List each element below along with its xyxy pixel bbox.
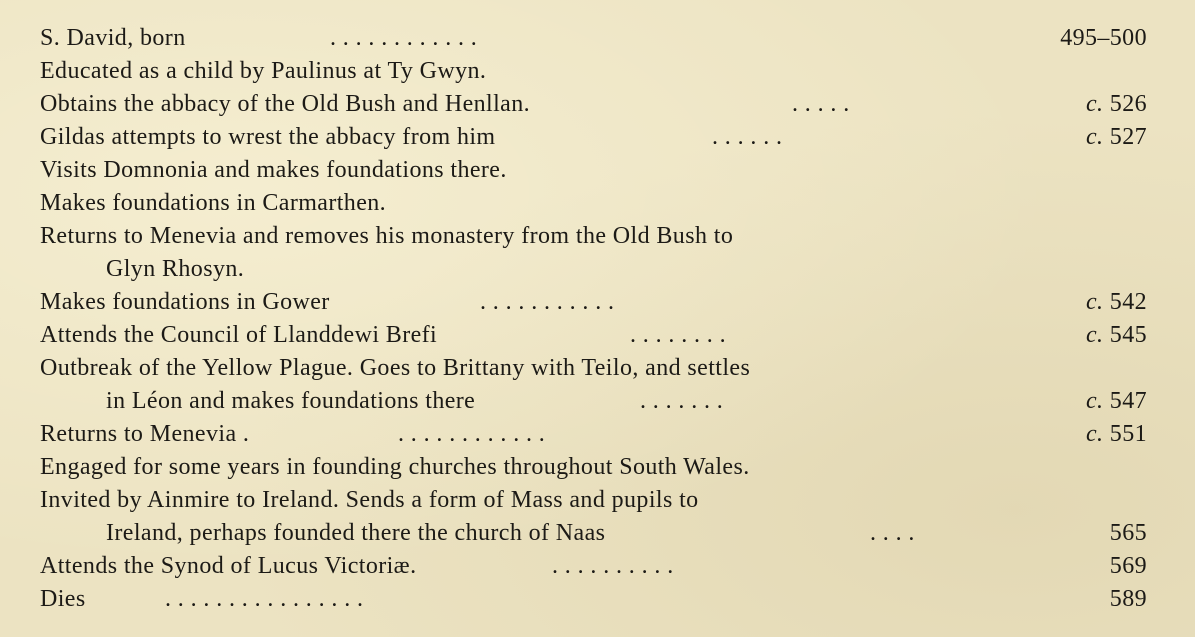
chronology-list xyxy=(40,22,1155,616)
chronology-entry xyxy=(40,121,1155,154)
dot-leader: . . . . xyxy=(870,520,915,546)
dot-leader: . . . . . . xyxy=(712,124,783,150)
chronology-entry xyxy=(40,352,1155,385)
entry-text: Makes foundations in Carmarthen. xyxy=(40,190,387,216)
entry-date: c. 542 xyxy=(1085,289,1147,315)
dot-leader: . . . . . . . . xyxy=(630,322,726,348)
entry-text: Returns to Menevia and removes his monastery from the Old Bush to xyxy=(40,223,734,249)
entry-text: Engaged for some years in founding churches throughout South Wales. xyxy=(40,454,750,480)
chronology-entry xyxy=(40,55,1155,88)
chronology-entry xyxy=(40,484,1155,517)
entry-date: 569 xyxy=(1109,553,1147,579)
entry-date: 589 xyxy=(1109,586,1147,612)
entry-text: Glyn Rhosyn. xyxy=(106,256,245,282)
chronology-entry xyxy=(40,22,1155,55)
dot-leader: . . . . . xyxy=(792,91,850,117)
entry-date: c. 527 xyxy=(1085,124,1147,150)
dot-leader: . . . . . . . . . . . . . . . . xyxy=(165,586,364,612)
entry-text: Gildas attempts to wrest the abbacy from him xyxy=(40,124,496,150)
entry-date: 565 xyxy=(1109,520,1147,546)
chronology-entry xyxy=(40,220,1155,253)
dot-leader: . . . . . . . . . . . . xyxy=(398,421,546,447)
chronology-entry-continuation xyxy=(40,385,1155,418)
entry-text: Educated as a child by Paulinus at Ty Gwyn. xyxy=(40,58,487,84)
entry-text: Attends the Synod of Lucus Victoriæ. xyxy=(40,553,417,579)
entry-text: Ireland, perhaps founded there the church of Naas xyxy=(106,520,606,546)
entry-text: S. David, born xyxy=(40,25,186,51)
dot-leader: . . . . . . . . . . xyxy=(552,553,674,579)
chronology-entry-continuation xyxy=(40,253,1155,286)
entry-text: Makes foundations in Gower xyxy=(40,289,330,315)
chronology-entry-continuation xyxy=(40,517,1155,550)
chronology-entry xyxy=(40,88,1155,121)
chronology-entry xyxy=(40,286,1155,319)
chronology-entry xyxy=(40,418,1155,451)
entry-text: Attends the Council of Llanddewi Brefi xyxy=(40,322,438,348)
chronology-entry xyxy=(40,187,1155,220)
chronology-entry xyxy=(40,550,1155,583)
entry-text: Dies xyxy=(40,586,86,612)
entry-date: 495–500 xyxy=(1060,25,1147,51)
entry-text: Obtains the abbacy of the Old Bush and Henllan. xyxy=(40,91,531,117)
entry-date: c. 547 xyxy=(1085,388,1147,414)
chronology-entry xyxy=(40,451,1155,484)
dot-leader: . . . . . . . . . . . xyxy=(480,289,615,315)
entry-text: Returns to Menevia . xyxy=(40,421,250,447)
dot-leader: . . . . . . . xyxy=(640,388,724,414)
entry-date: c. 545 xyxy=(1085,322,1147,348)
chronology-entry xyxy=(40,319,1155,352)
entry-date: c. 526 xyxy=(1085,91,1147,117)
chronology-entry xyxy=(40,583,1155,616)
entry-text: Visits Domnonia and makes foundations there. xyxy=(40,157,507,183)
entry-date: c. 551 xyxy=(1085,421,1147,447)
entry-text: in Léon and makes foundations there xyxy=(106,388,476,414)
entry-text: Invited by Ainmire to Ireland. Sends a form of Mass and pupils to xyxy=(40,487,699,513)
entry-text: Outbreak of the Yellow Plague. Goes to Brittany with Teilo, and settles xyxy=(40,355,751,381)
dot-leader: . . . . . . . . . . . . xyxy=(330,25,478,51)
chronology-entry xyxy=(40,154,1155,187)
